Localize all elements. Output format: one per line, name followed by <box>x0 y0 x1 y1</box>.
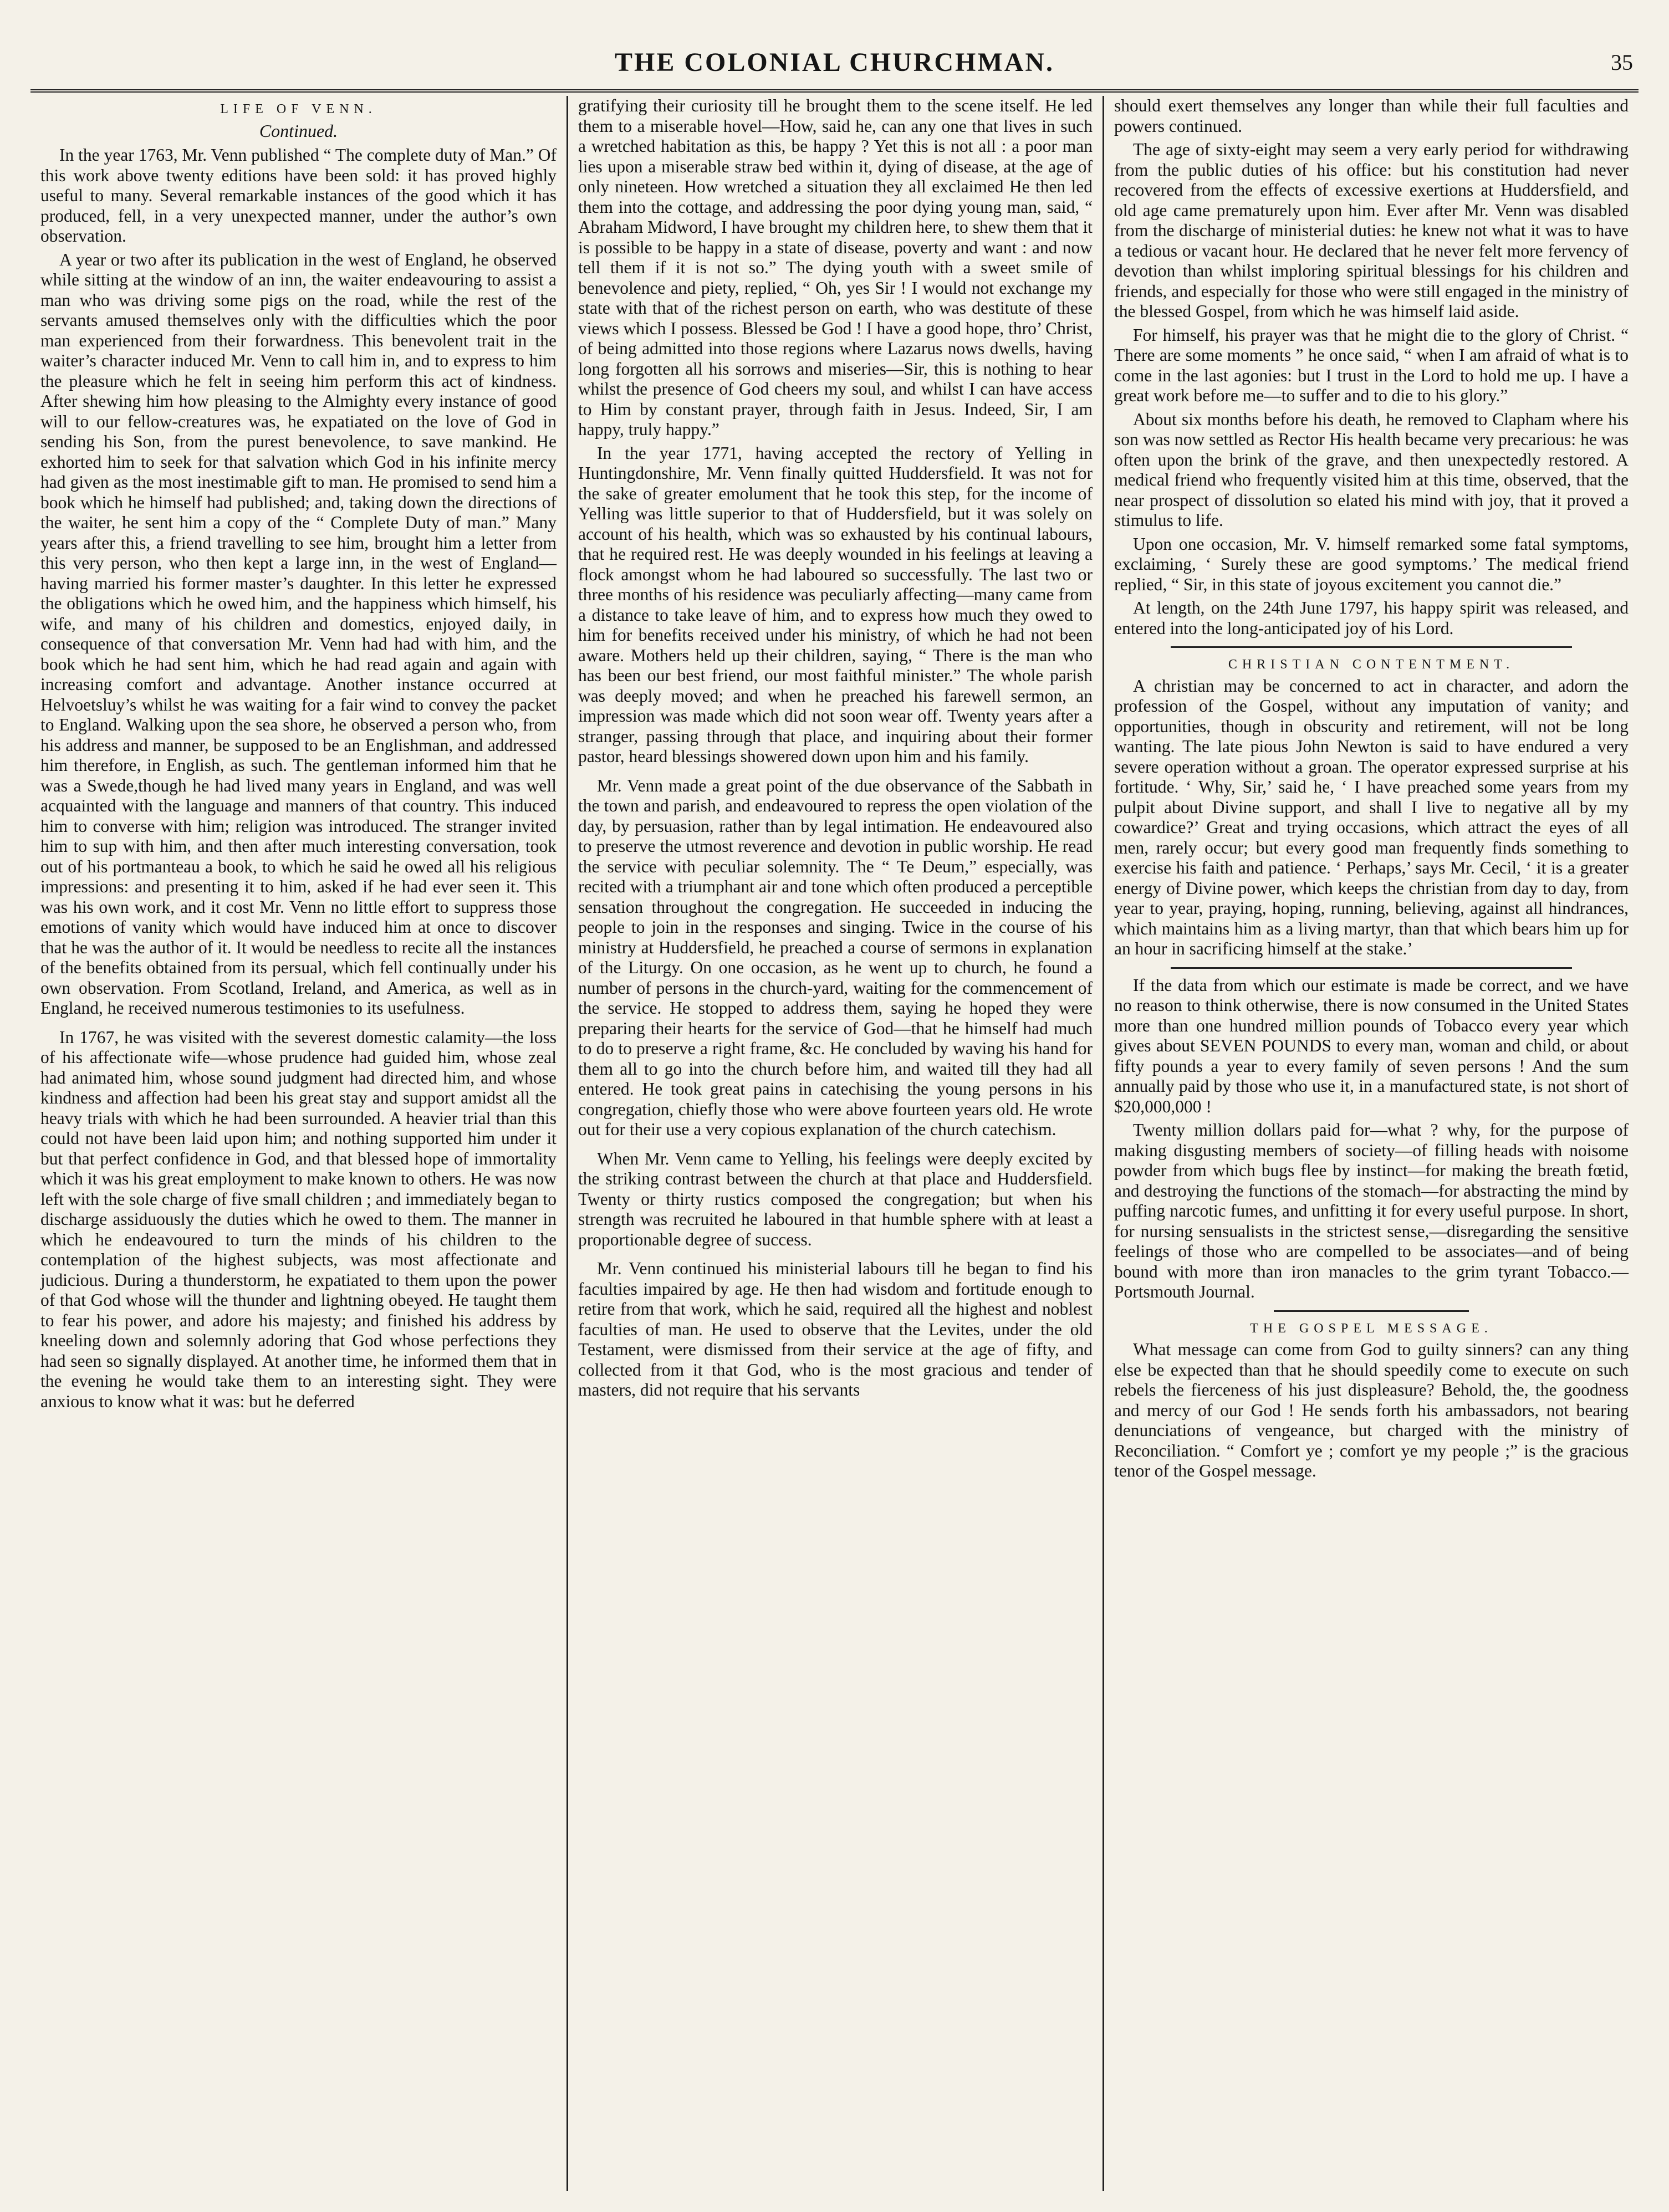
page-number: 35 <box>1611 50 1633 75</box>
column-1 <box>30 96 566 2191</box>
venn-paragraph: A year or two after its publication in the west of England, he observed while sitting at the window of an inn, the waiter endeavouring to assist a man who was driving some pigs on the road, while the rest of the servants amused themselves only with the difficulties which the poor man experienced from their forwardness. This benevolent trait in the waiter’s character induced Mr. Venn to call him in, and to express to him the pleasure which he felt in seeing him perform this act of kindness. After shewing him how pleasing to the Almighty every instance of good will to our fellow-creatures was, he expatiated on the love of God in sending his Son, from the purest benevolence, to save mankind. He exhorted him to seek for that salvation which God in his infinite mercy had given as the most inestimable gift to man. He promised to send him a book which he himself had published; and, taking down the directions of the waiter, he sent him a copy of the “ Complete Duty of man.” Many years after this, a friend travelling to see him, brought him a letter from this very person, who then kept a large inn, in the west of England—having married his former master’s daughter. In this letter he expressed the obligations which he owed him, and the happiness which himself, his wife, and many of his children and domestics, enjoyed daily, in consequence of that conversation Mr. Venn had had with him, and the book which he had sent him, which he had read again and again with increasing comfort and advantage. Another instance occurred at Helvoetsluy’s whilst he was waiting for a fair wind to convey the packet to England. Walking upon the sea shore, he observed a person who, from his address and manner, be supposed to be an Englishman, and addressed him therefore, in English, as such. The gentleman informed him that he was a Swede,though he had lived many years in England, and was well acquainted with the language and manners of that country. This induced him to converse with him; religion was introduced. The stranger invited him to sup with him, and then after much interesting conversation, took out of his portmanteau a book, to which he said he owed all his religious impressions: and presenting it to him, asked if he had ever seen it. This was his own work, and it cost Mr. Venn no little effort to suppress those emotions of vanity which would have induced him at once to discover that he was the author of it. It would be needless to recite all the instances of the benefits obtained from its persual, which fell continually under his own observation. From Scotland, Ireland, and America, as well as in England, he received numerous testimonies to its usefulness. <box>40 249 557 1018</box>
paragraph-spacer <box>578 1253 1093 1259</box>
venn-paragraph: In the year 1771, having accepted the rectory of Yelling in Huntingdonshire, Mr. Venn finally quitted Huddersfield. It was not for the sake of greater emolument that he took this step, for the income of Yelling was little superior to that of Huddersfield, but it was solely on account of his health, which was so exhausted by his continual labours, that he required rest. He was deeply wounded in his feelings at leaving a flock amongst whom he had laboured so successfully. The last two or three months of his residence was peculiarly affecting—many came from a distance to take leave of him, and to express how much they owed to him for benefits received under his ministry, of which he had not been aware. Mothers held up their children, saying, “ There is the man who has been our best friend, our most faithful minister.” The whole parish was deeply moved; and when he preached his farewell sermon, an impression was made which did not soon wear off. Twenty years after a stranger, passing through that place, and inquiring about their former pastor, heard blessings showered down upon him and his family. <box>578 443 1093 766</box>
newspaper-title: THE COLONIAL CHURCHMAN. <box>614 48 1055 77</box>
venn-paragraph: Mr. Venn made a great point of the due observance of the Sabbath in the town and parish, and endeavoured to repress the open violation of the day, by persuasion, rather than by legal intimation. He endeavoured also to preserve the utmost reverence and devotion in public worship. He read the service with peculiar solemnity. The “ Te Deum,” especially, was recited with a triumphant air and tone which often produced a perceptible sensation throughout the congregation. He succeeded in inducing the people to join in the responses and singing. Twice in the course of his ministry at Huddersfield, he preached a course of sermons in explanation of the Liturgy. On one occasion, as he went up to church, he found a number of persons in the church-yard, waiting for the commencement of the service. He stopped to address them, saying he hoped they were preparing their hearts for the service of God—that he himself had much to do to preserve a right frame, &c. He concluded by waving his hand for them all to go into the church before him, and waited till they had all entered. He took great pains in catechising the young persons in his congregation, chiefly those who were above fourteen years old. He wrote out for their use a very copious explanation of the church catechism. <box>578 775 1093 1139</box>
venn-subheading: Continued. <box>259 120 338 141</box>
contentment-heading: CHRISTIAN CONTENTMENT. <box>1228 657 1515 672</box>
section-divider <box>1274 1310 1469 1312</box>
section-divider <box>1171 967 1572 969</box>
venn-heading: LIFE OF VENN. <box>220 102 377 116</box>
venn-paragraph: In 1767, he was visited with the severest domestic calamity—the loss of his affectionate wife—whose prudence had guided him, whose zeal had animated him, whose sound judgment had directed him, and whose kindness and affection had been his great stay and support amidst all the heavy trials with which he had been surrounded. A heavier trial than this could not have been laid upon him; and nothing supported him under it but that perfect confidence in God, and that blessed hope of immortality which it was his great employment to make known to others. He was now left with the sole charge of five small children ; and immediately began to discharge assiduously the duties which he owed to them. The manner in which he endeavoured to turn the minds of his children to the contemplation of the highest subjects, was most affectionate and judicious. During a thunderstorm, he expatiated to them upon the power of that God whose will the thunder and lightning obeyed. He taught them to fear his power, and adore his majesty; and finished his address by kneeling down and solemnly adoring that God whose perfections they had seen so signally displayed. At another time, he informed them that in the evening he would take them to an interesting sight. They were anxious to know what it was: but he deferred <box>40 1027 557 1411</box>
venn-paragraph: In the year 1763, Mr. Venn published “ The complete duty of Man.” Of this work above twenty editions have been sold: it has proved highly useful to many. Several remarkable instances of the good which it has produced, fell, in a very unexpected manner, under the author’s own observation. <box>40 145 557 246</box>
masthead-rule <box>30 89 1639 93</box>
contentment-paragraph: A christian may be concerned to act in character, and adorn the profession of the Gospel, without any imputation of vanity; and opportunities, though in obscurity and retirement, will not be long wanting. The late pious John Newton is said to have endured a very severe operation without a groan. The operator expressed surprise at his fortitude. ‘ Why, Sir,’ said he, ‘ I have preached some years from my pulpit about Divine support, and shall I live to negative all by my cowardice?’ Great and trying occasions, which attract the eyes of all men, rarely occur; but every good man frequently finds something to exercise his faith and patience. ‘ Perhaps,’ says Mr. Cecil, ‘ it is a greater energy of Divine power, which keeps the christian from day to day, from year to year, praying, hoping, running, believing, against all hindrances, which maintains him as a living martyr, than that which bears him up for an hour in sacrificing himself at the stake.’ <box>1114 676 1629 958</box>
venn-paragraph: At length, on the 24th June 1797, his happy spirit was released, and entered into the long-anticipated joy of his Lord. <box>1114 598 1629 638</box>
gospel-paragraph: What message can come from God to guilty sinners? can any thing else be expected than that he should speedily come to execute on such rebels the fierceness of his just displeasure? Behold, the, the goodness and mercy of our God ! He sends forth his ambassadors, not bearing denunciations of vengeance, but charged with the ministry of Reconciliation. “ Comfort ye ; comfort ye my people ;” is the gracious tenor of the Gospel message. <box>1114 1340 1629 1480</box>
section-divider <box>1171 646 1572 648</box>
venn-paragraph: When Mr. Venn came to Yelling, his feelings were deeply excited by the striking contrast between the church at that place and Huddersfield. Twenty or thirty rustics composed the congregation; but when his strength was recruited he laboured in that humble sphere with at least a proportionable degree of success. <box>578 1148 1093 1249</box>
venn-paragraph: For himself, his prayer was that he might die to the glory of Christ. “ There are some moments ” he once said, “ when I am afraid of what is to come in the last agonies: but I trust in the Lord to hold me up. I have a great work before me—to suffer and to die to his glory.” <box>1114 325 1629 405</box>
masthead <box>30 47 1639 87</box>
column-3 <box>1103 96 1639 2191</box>
venn-paragraph: Mr. Venn continued his ministerial labours till he began to find his faculties impaired by age. He then had wisdom and fortitude enough to retire from that work, which he said, required all the highest and noblest faculties of man. He used to observe that the Levites, under the old Testament, were dismissed from their service at the age of fifty, and collected from it that God, who is the most gracious and tender of masters, did not require that his servants <box>578 1259 1093 1399</box>
tobacco-paragraph: If the data from which our estimate is made be correct, and we have no reason to think otherwise, there is now consumed in the United States more than one hundred million pounds of Tobacco every year which gives about SEVEN POUNDS to every man, woman and child, or about fifty pounds a year to every family of seven persons ! And the sum annually paid by those who use it, in a manufactured state, is not short of $20,000,000 ! <box>1114 975 1629 1116</box>
text-columns <box>30 96 1639 2191</box>
tobacco-paragraph: Twenty million dollars paid for—what ? why, for the purpose of making disgusting members of society—of filling heads with noisome powder from which bugs flee by instinct—for making the breath fœtid, and destroying the functions of the stomach—for abstracting the mind by puffing narcotic fumes, and unfitting it for every useful purpose. In short, for nursing sensualists in the strictest sense,—disregarding the sensitive feelings of those who are compelled to be associates—and of being bound with more than iron manacles to the grim tyrant Tobacco.—Portsmouth Journal. <box>1114 1120 1629 1301</box>
paragraph-spacer <box>578 770 1093 776</box>
paragraph-spacer <box>578 1143 1093 1149</box>
venn-paragraph: gratifying their curiosity till he brought them to the scene itself. He led them to a miserable hovel—How, said he, can any one that lives in such a wretched habitation as this, be happy ? Yet this is not all : a poor man lies upon a miserable straw bed within it, dying of disease, at the age of only nineteen. How wretched a situation they all exclaimed He then led them into the cottage, and addressing the poor dying young man, said, “ Abraham Midword, I have brought my children here, to shew them that it is possible to be happy in a state of disease, poverty and want : and now tell them if it is not so.” The dying youth with a sweet smile of benevolence and piety, replied, “ Oh, yes Sir ! I would not exchange my state with that of the richest person on earth, who was destitute of these views which I possess. Blessed be God ! I have a good hope, thro’ Christ, of being admitted into those regions where Lazarus nows dwells, having long forgotten all his sorrows and miseries—Sir, this is nothing to hear whilst the presence of God cheers my soul, and whilst I can have access to Him by constant prayer, through faith in Jesus. Indeed, Sir, I am happy, truly happy.” <box>578 96 1093 439</box>
gospel-heading: THE GOSPEL MESSAGE. <box>1250 1321 1493 1336</box>
venn-paragraph: About six months before his death, he removed to Clapham where his son was now settled as Rector His health became very precarious: he was often upon the brink of the grave, and then unexpectedly restored. A medical friend who frequently visited him at this time, observed, that the near prospect of dissolution so elated his mind with joy, that it proved a stimulus to life. <box>1114 409 1629 530</box>
venn-paragraph: Upon one occasion, Mr. V. himself remarked some fatal symptoms, exclaiming, ‘ Surely these are good symptoms.’ The medical friend replied, “ Sir, in this state of joyous excitement you cannot die.” <box>1114 534 1629 594</box>
column-2 <box>566 96 1103 2191</box>
paragraph-spacer <box>40 1022 557 1028</box>
venn-paragraph: The age of sixty-eight may seem a very early period for withdrawing from the public duties of his office: but his constitution had never recovered from the effects of excessive exertions at Huddersfield, and old age came prematurely upon him. Ever after Mr. Venn was disabled from the discharge of ministerial duties: he knew not what it was to have a tedious or vacant hour. He declared that he never felt more fervency of devotion than whilst imploring spiritual blessings for his children and friends, and especially for those who were still engaged in the ministry of the blessed Gospel, from which he was himself laid aside. <box>1114 140 1629 321</box>
venn-paragraph: should exert themselves any longer than while their full faculties and powers continued. <box>1114 96 1629 136</box>
